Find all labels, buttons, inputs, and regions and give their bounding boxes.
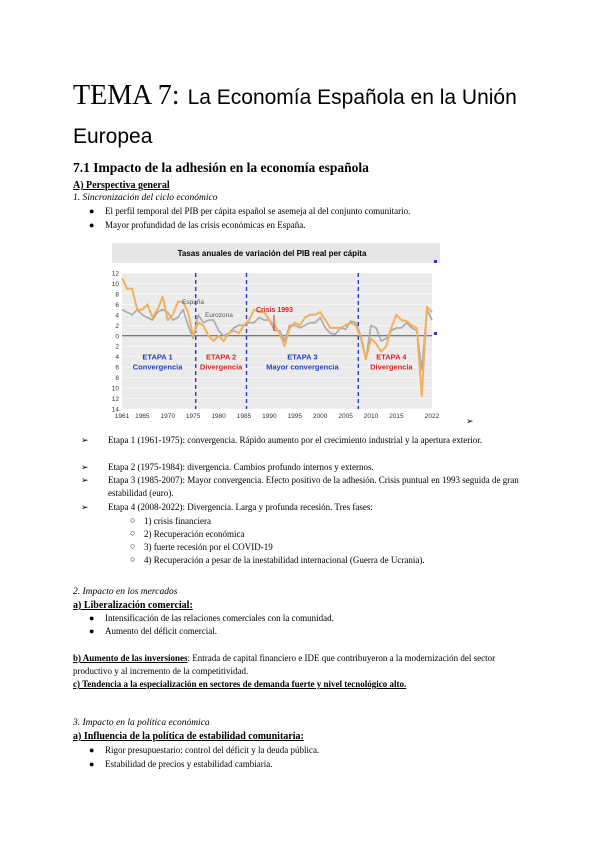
y-tick-label: 2 — [115, 343, 119, 351]
x-tick-label: 1970 — [160, 413, 175, 420]
paragraph-label: b) Aumento de las inversiones — [73, 653, 188, 663]
x-tick-label: 2010 — [363, 413, 379, 420]
italic-heading-politica: 3. Impacto en la política económica — [73, 718, 210, 728]
y-tick-label: 12 — [111, 396, 119, 404]
stage-desc-label: Divergencia — [199, 362, 243, 372]
bullet-item — [89, 744, 545, 756]
stage-name-label: ETAPA 2 — [205, 352, 237, 362]
stage-name-label: ETAPA 1 — [142, 352, 173, 362]
plot-area — [122, 273, 432, 409]
y-tick-label: 10 — [111, 385, 119, 393]
y-tick-label: 2 — [115, 322, 119, 330]
sub-list-text: 2) Recuperación económica — [144, 529, 245, 539]
circle-bullet-icon: ○ — [130, 554, 136, 564]
arrow-bullet-icon: ➢ — [81, 475, 89, 485]
subheading-text: a) Influencia de la política de estabilidad comunitaria: — [73, 731, 304, 742]
y-tick-label: 12 — [111, 270, 119, 278]
bullet-icon: ● — [89, 613, 95, 623]
circle-bullet-icon: ○ — [130, 528, 136, 538]
y-tick-label: 8 — [115, 375, 119, 383]
bullet-text: Aumento del déficit comercial. — [105, 626, 217, 636]
arrow-item-text: Etapa 1 (1961-1975): convergencia. Rápido aumento por el crecimiento industrial y la apertura exterior. — [108, 435, 482, 445]
arrow-item — [76, 501, 538, 514]
y-tick-label: 8 — [115, 291, 119, 299]
arrow-item — [76, 461, 538, 474]
circle-bullet-icon: ○ — [130, 541, 136, 551]
y-tick-label: 4 — [115, 312, 119, 320]
title-tema: TEMA 7: — [73, 80, 180, 111]
circle-bullet-icon: ○ — [130, 515, 136, 525]
bullet-icon: ● — [89, 626, 95, 636]
bullet-item — [89, 625, 545, 637]
page-title — [73, 76, 543, 154]
arrow-item-text: Etapa 2 (1975-1984): divergencia. Cambios profundo internos y externos. — [108, 462, 374, 472]
crisis-annotation: Crisis 1993 — [256, 307, 293, 314]
section-heading: 7.1 Impacto de la adhesión en la economía española — [73, 160, 369, 175]
stage-name-label: ETAPA 3 — [287, 352, 318, 362]
bullet-text: El perfil temporal del PIB per cápita español se asemeja al del conjunto comunitario. — [105, 206, 411, 216]
x-tick-label: 2015 — [389, 413, 404, 420]
title-text: La Economía Española en la Unión Europea — [73, 86, 517, 148]
bullet-text: Rigor presupuestario: control del déficit y la deuda pública. — [105, 745, 320, 755]
x-tick-label: 1965 — [135, 413, 150, 420]
arrow-item-text: Etapa 4 (2008-2022): Divergencia. Larga y profunda recesión. Tres fases: — [108, 502, 373, 512]
y-tick-label: 6 — [115, 364, 119, 372]
italic-heading-sincronizacion: 1. Sincronización del ciclo económico — [73, 193, 218, 203]
y-tick-label: 6 — [115, 301, 119, 309]
paragraph-text: c) Tendencia a la especialización en sectores de demanda fuerte y nivel tecnológico alto. — [73, 679, 407, 689]
x-tick-label: 2005 — [338, 413, 353, 420]
legend-eurozona: Eurozona — [205, 312, 233, 319]
bullet-item — [89, 758, 545, 770]
sub-list-item — [130, 541, 273, 553]
sub-list-item — [130, 515, 211, 527]
italic-heading-mercados: 2. Impacto en los mercados — [73, 587, 178, 597]
x-tick-label: 1961 — [114, 413, 130, 420]
paragraph-inversiones — [73, 652, 528, 677]
stage-name-label: ETAPA 4 — [376, 352, 407, 362]
stage-desc-label: Convergencia — [132, 362, 183, 372]
sub-list-item — [130, 528, 244, 540]
marker-square — [434, 260, 437, 263]
arrow-marker: ➢ — [466, 416, 474, 426]
bullet-item — [89, 219, 545, 231]
gdp-line-chart — [96, 243, 448, 423]
stage-desc-label: Mayor convergencia — [266, 362, 339, 372]
subheading-perspectiva: A) Perspectiva general — [73, 180, 170, 191]
chart-title: Tasas anuales de variación del PIB real per cápita — [177, 249, 367, 258]
marker-square — [434, 332, 437, 335]
sub-list-text: 1) crisis financiera — [144, 516, 211, 526]
bullet-text: Mayor profundidad de las crisis económicas en España. — [105, 220, 306, 230]
sub-list-item — [130, 554, 425, 566]
x-tick-label: 1995 — [287, 413, 303, 420]
x-tick-label: 1985 — [236, 413, 252, 420]
bullet-text: Intensificación de las relaciones comerciales con la comunidad. — [105, 613, 334, 623]
arrow-item — [76, 434, 538, 447]
stage-desc-label: Divergencia — [370, 362, 413, 372]
arrow-bullet-icon: ➢ — [81, 502, 89, 512]
x-tick-label: 1990 — [262, 413, 277, 420]
bullet-icon: ● — [89, 745, 95, 755]
subheading-text: a) Liberalización comercial: — [73, 600, 193, 611]
bullet-item — [89, 612, 545, 624]
y-tick-label: 4 — [115, 354, 119, 362]
bullet-icon: ● — [89, 206, 95, 216]
legend-espana: España — [182, 299, 205, 306]
y-tick-label: 14 — [111, 406, 119, 414]
paragraph-text: : Entrada de capital financiero e IDE que contribuyeron a la modernización del sector productivo y al incremento de la competitividad. — [73, 653, 496, 676]
arrow-bullet-icon: ➢ — [81, 462, 89, 472]
sub-list-text: 3) fuerte recesión por el COVID-19 — [144, 542, 273, 552]
y-tick-label: 10 — [111, 280, 119, 288]
bullet-icon: ● — [89, 220, 95, 230]
bullet-icon: ● — [89, 759, 95, 769]
x-tick-label: 1975 — [185, 413, 201, 420]
subheading-liberalizacion — [73, 600, 193, 611]
x-tick-label: 2000 — [312, 413, 328, 420]
subheading-estabilidad — [73, 731, 304, 742]
paragraph-especializacion — [73, 678, 528, 691]
x-tick-label: 2022 — [424, 413, 440, 420]
bullet-item — [89, 205, 545, 217]
sub-list-text: 4) Recuperación a pesar de la inestabilidad internacional (Guerra de Ucrania). — [144, 555, 425, 565]
arrow-item — [76, 474, 538, 499]
x-tick-label: 1980 — [211, 413, 226, 420]
y-tick-label: 0 — [115, 333, 119, 341]
arrow-bullet-icon: ➢ — [81, 435, 89, 445]
bullet-text: Estabilidad de precios y estabilidad cambiaria. — [105, 759, 273, 769]
arrow-item-text: Etapa 3 (1985-2007): Mayor convergencia. Efecto positivo de la adhesión. Crisis puntual en 1993 seguida de gran estabilidad (euro). — [108, 475, 519, 498]
